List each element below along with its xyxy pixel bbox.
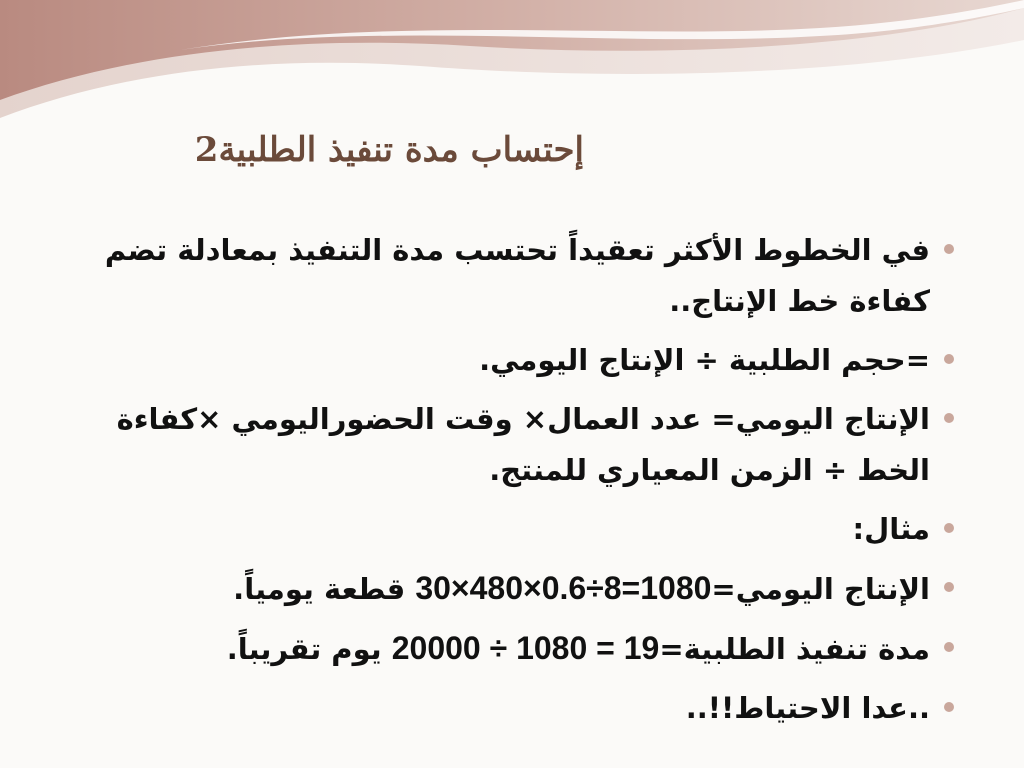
bullet-dot-icon bbox=[944, 702, 954, 712]
bullet-formula: 20000 ÷ 1080 = 19 bbox=[391, 630, 660, 666]
bullet-efficiency-intro bbox=[74, 225, 954, 327]
bullet-text: في الخطوط الأكثر تعقيداً تحتسب مدة التنفيذ بمعادلة تضم كفاءة خط الإنتاج.. bbox=[104, 233, 930, 318]
bullet-text: =حجم الطلبية ÷ الإنتاج اليومي. bbox=[479, 343, 930, 377]
bullet-daily-production-formula bbox=[74, 394, 954, 496]
bullet-reserve-note bbox=[74, 683, 954, 734]
bullet-list bbox=[74, 225, 954, 742]
bullet-dot-icon bbox=[944, 582, 954, 592]
slide-title: إحتساب مدة تنفيذ الطلبية2 bbox=[194, 130, 584, 170]
bullet-dot-icon bbox=[944, 523, 954, 533]
bullet-text: مثال: bbox=[852, 512, 930, 546]
bullet-dot-icon bbox=[944, 354, 954, 364]
bullet-dot-icon bbox=[944, 413, 954, 423]
bullet-dot-icon bbox=[944, 642, 954, 652]
bullet-text: الإنتاج اليومي= عدد العمال× وقت الحضوراليومي ×كفاءة الخط ÷ الزمن المعياري للمنتج. bbox=[116, 402, 930, 487]
bullet-daily-production-example bbox=[74, 563, 954, 615]
bullet-text: ..عدا الاحتياط!!.. bbox=[685, 691, 930, 725]
bullet-prefix: مدة تنفيذ الطلبية= bbox=[659, 632, 930, 666]
bullet-formula: 30×480×0.6÷8=1080 bbox=[415, 570, 712, 606]
header-swoosh-decoration bbox=[0, 0, 1024, 130]
bullet-example-label bbox=[74, 504, 954, 555]
bullet-suffix: قطعة يومياً. bbox=[233, 572, 416, 606]
bullet-suffix: يوم تقريباً. bbox=[226, 632, 392, 666]
bullet-order-formula bbox=[74, 335, 954, 386]
bullet-order-duration-example bbox=[74, 623, 954, 675]
bullet-prefix: الإنتاج اليومي= bbox=[711, 572, 930, 606]
bullet-dot-icon bbox=[944, 244, 954, 254]
